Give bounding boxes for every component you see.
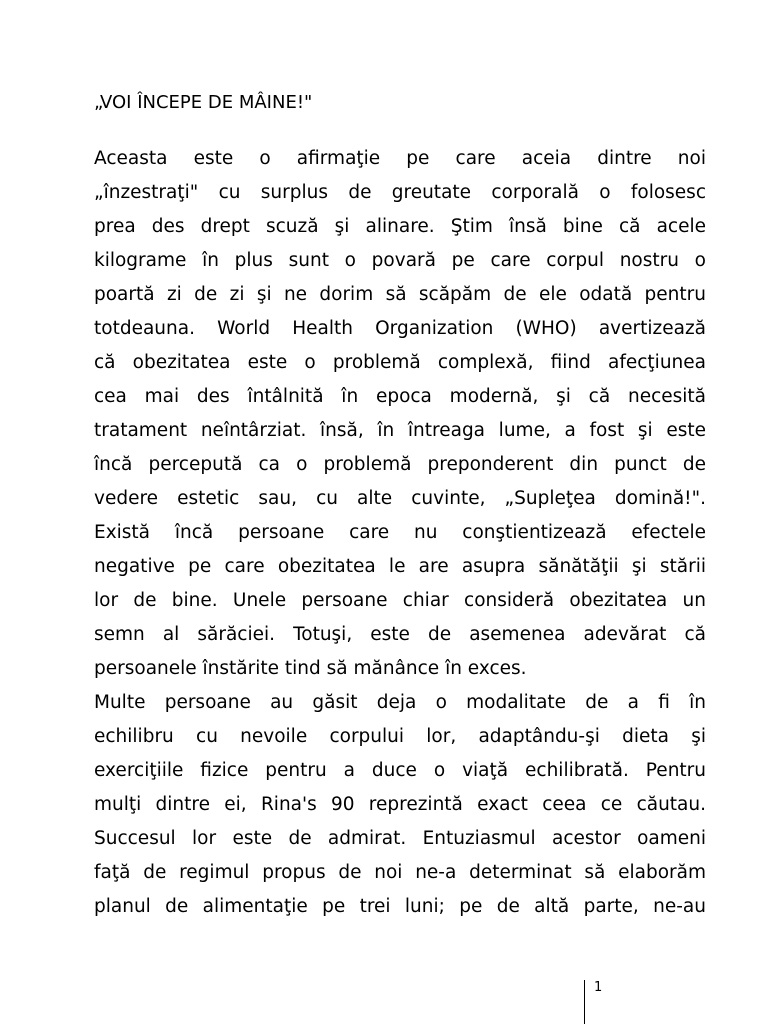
text-line: Succesul lor este de admirat. Entuziasmul acestor oameni — [94, 828, 706, 849]
page-number: 1 — [594, 980, 603, 995]
text-line: Există încă persoane care nu conştientizează efectele — [94, 522, 706, 543]
text-line: încă percepută ca o problemă preponderent din punct de — [94, 454, 706, 475]
text-line: lor de bine. Unele persoane chiar consideră obezitatea un — [94, 590, 706, 611]
text-line: poartă zi de zi şi ne dorim să scăpăm de ele odată pentru — [94, 284, 706, 305]
text-line: vedere estetic sau, cu alte cuvinte, „Supleţea domină!". — [94, 488, 706, 509]
text-line: tratament neîntârziat. însă, în întreaga lume, a fost şi este — [94, 420, 706, 441]
text-line: prea des drept scuză şi alinare. Ştim însă bine că acele — [94, 216, 706, 237]
text-line: cea mai des întâlnită în epoca modernă, şi că necesită — [94, 386, 706, 407]
text-line: mulţi dintre ei, Rina's 90 reprezintă exact ceea ce căutau. — [94, 794, 706, 815]
document-title: „VOI ÎNCEPE DE MÂINE!" — [94, 92, 313, 113]
text-line: persoanele înstărite tind să mănânce în exces. — [94, 658, 527, 679]
text-line: Aceasta este o afirmaţie pe care aceia dintre noi — [94, 148, 706, 169]
body-text — [94, 142, 706, 924]
text-line: că obezitatea este o problemă complexă, fiind afecţiunea — [94, 352, 706, 373]
text-line: echilibru cu nevoile corpului lor, adaptându-şi dieta şi — [94, 726, 706, 747]
text-line: exerciţiile fizice pentru a duce o viaţă echilibrată. Pentru — [94, 760, 706, 781]
text-line: semn al sărăciei. Totuşi, este de asemenea adevărat că — [94, 624, 706, 645]
page-number-divider — [584, 980, 585, 1024]
text-line: Multe persoane au găsit deja o modalitate de a fi în — [94, 692, 706, 713]
text-line: „înzestraţi" cu surplus de greutate corporală o folosesc — [94, 182, 706, 203]
text-line: kilograme în plus sunt o povară pe care corpul nostru o — [94, 250, 706, 271]
text-line: planul de alimentaţie pe trei luni; pe de altă parte, ne-au — [94, 896, 706, 917]
text-line: negative pe care obezitatea le are asupra sănătăţii şi stării — [94, 556, 706, 577]
text-line: faţă de regimul propus de noi ne-a determinat să elaborăm — [94, 862, 706, 883]
text-line: totdeauna. World Health Organization (WHO) avertizează — [94, 318, 706, 339]
